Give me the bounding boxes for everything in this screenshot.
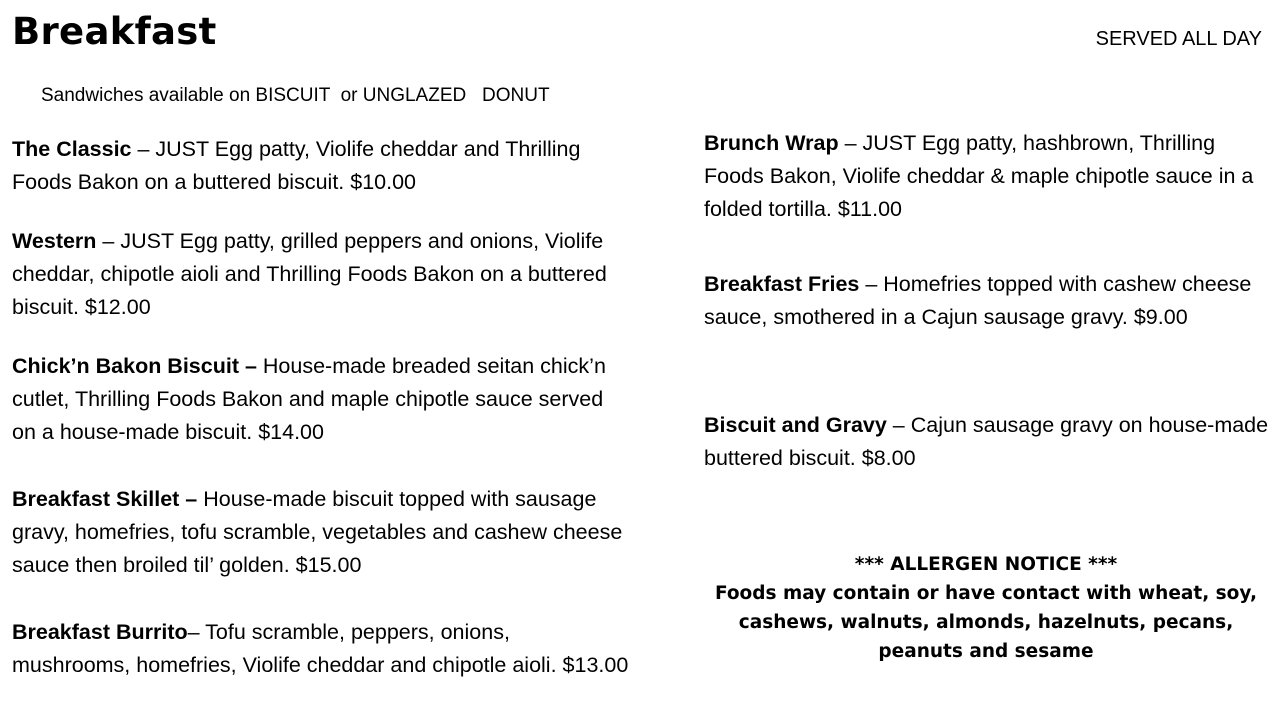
menu-item-breakfast-skillet <box>12 483 632 582</box>
item-description: House-made breaded seitan chick’n cutlet, Thrilling Foods Bakon and maple chipotle sauce served on a house-made biscuit. $14.00 <box>12 354 606 444</box>
menu-item-biscuit-and-gravy <box>704 409 1270 475</box>
item-name: Western <box>12 229 97 253</box>
allergen-notice <box>700 550 1272 666</box>
item-description: – JUST Egg patty, hashbrown, Thrilling Foods Bakon, Violife cheddar & maple chipotle sauce in a folded tortilla. $11.00 <box>704 131 1254 221</box>
menu-item-brunch-wrap <box>704 127 1270 226</box>
item-description: – JUST Egg patty, grilled peppers and onions, Violife cheddar, chipotle aioli and Thrilling Foods Bakon on a buttered biscuit. $12.00 <box>12 229 607 319</box>
item-description: – Homefries topped with cashew cheese sauce, smothered in a Cajun sausage gravy. $9.00 <box>704 272 1252 329</box>
served-all-day-label: SERVED ALL DAY <box>1095 28 1262 50</box>
item-description: – JUST Egg patty, Violife cheddar and Thrilling Foods Bakon on a buttered biscuit. $10.00 <box>12 137 581 194</box>
item-name: The Classic <box>12 137 132 161</box>
item-description: House-made biscuit topped with sausage gravy, homefries, tofu scramble, vegetables and cashew cheese sauce then broiled til’ golden. $15.00 <box>12 487 623 577</box>
sandwich-options-note: Sandwiches available on BISCUIT or UNGLAZED DONUT <box>41 85 550 106</box>
page-title: Breakfast <box>12 10 217 53</box>
allergen-heading: *** ALLERGEN NOTICE *** <box>854 554 1118 575</box>
item-name: Breakfast Burrito <box>12 620 188 644</box>
allergen-body: Foods may contain or have contact with wheat, soy, cashews, walnuts, almonds, hazelnuts, pecans, peanuts and sesame <box>714 583 1258 662</box>
item-description: – Tofu scramble, peppers, onions, mushrooms, homefries, Violife cheddar and chipotle aioli. $13.00 <box>12 620 629 677</box>
item-name: Brunch Wrap <box>704 131 839 155</box>
item-name: Biscuit and Gravy <box>704 413 887 437</box>
item-name: Breakfast Fries <box>704 272 860 296</box>
menu-item-western <box>12 225 632 324</box>
item-name: Chick’n Bakon Biscuit – <box>12 354 257 378</box>
item-description: – Cajun sausage gravy on house-made buttered biscuit. $8.00 <box>704 413 1269 470</box>
menu-item-chickn-bakon-biscuit <box>12 350 632 449</box>
menu-item-the-classic <box>12 133 632 199</box>
menu-item-breakfast-fries <box>704 268 1270 334</box>
menu-item-breakfast-burrito <box>12 616 632 682</box>
item-name: Breakfast Skillet – <box>12 487 198 511</box>
